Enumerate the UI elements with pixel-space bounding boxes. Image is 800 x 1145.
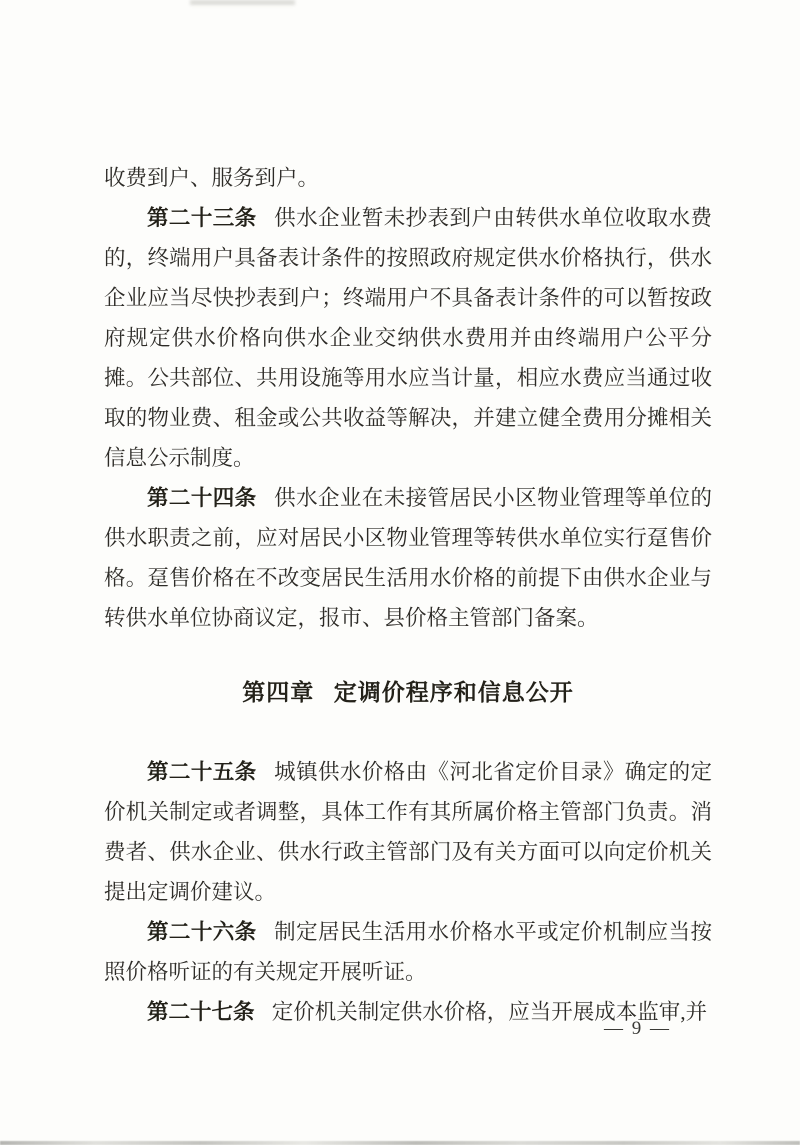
- chapter-heading: [104, 672, 712, 712]
- article-27-text: 定价机关制定供水价格，应当开展成本监审,并: [271, 1000, 708, 1024]
- article-23-paragraph: [104, 198, 712, 478]
- article-25-number: 第二十五条: [147, 760, 257, 784]
- chapter-title: 定调价程序和信息公开: [333, 679, 574, 705]
- article-26-text: 制定居民生活用水价格水平或定价机制应当按照价格听证的有关规定开展听证。: [104, 920, 712, 984]
- chapter-number: 第四章: [242, 679, 315, 705]
- article-24-text: 供水企业在未接管居民小区物业管理等单位的供水职责之前，应对居民小区物业管理等转供水单位实行趸售价格。趸售价格在不改变居民生活用水价格的前提下由供水企业与转供水单位协商议定，报市、县价格主管部门备案。: [104, 486, 712, 630]
- article-25-paragraph: [104, 752, 712, 912]
- article-23-number: 第二十三条: [147, 206, 257, 230]
- continuation-text: 收费到户、服务到户。: [104, 166, 320, 190]
- document-body: [104, 158, 712, 1032]
- article-24-number: 第二十四条: [147, 486, 257, 510]
- article-27-number: 第二十七条: [147, 1000, 255, 1024]
- article-26-number: 第二十六条: [147, 920, 257, 944]
- continuation-paragraph: [104, 158, 712, 198]
- scan-artifact-top: [190, 0, 295, 5]
- article-24-paragraph: [104, 478, 712, 638]
- article-26-paragraph: [104, 912, 712, 992]
- scan-artifact-bottom: [0, 1141, 800, 1145]
- page-number: — 9 —: [604, 1018, 671, 1039]
- article-23-text: 供水企业暂未抄表到户由转供水单位收取水费的，终端用户具备表计条件的按照政府规定供水价格执行，供水企业应当尽快抄表到户；终端用户不具备表计条件的可以暂按政府规定供水价格向供水企业交纳供水费用并由终端用户公平分摊。公共部位、共用设施等用水应当计量，相应水费应当通过收取的物业费、租金或公共收益等解决，并建立健全费用分摊相关信息公示制度。: [104, 206, 712, 470]
- article-25-text: 城镇供水价格由《河北省定价目录》确定的定价机关制定或者调整，具体工作有其所属价格主管部门负责。消费者、供水企业、供水行政主管部门及有关方面可以向定价机关提出定调价建议。: [104, 760, 712, 904]
